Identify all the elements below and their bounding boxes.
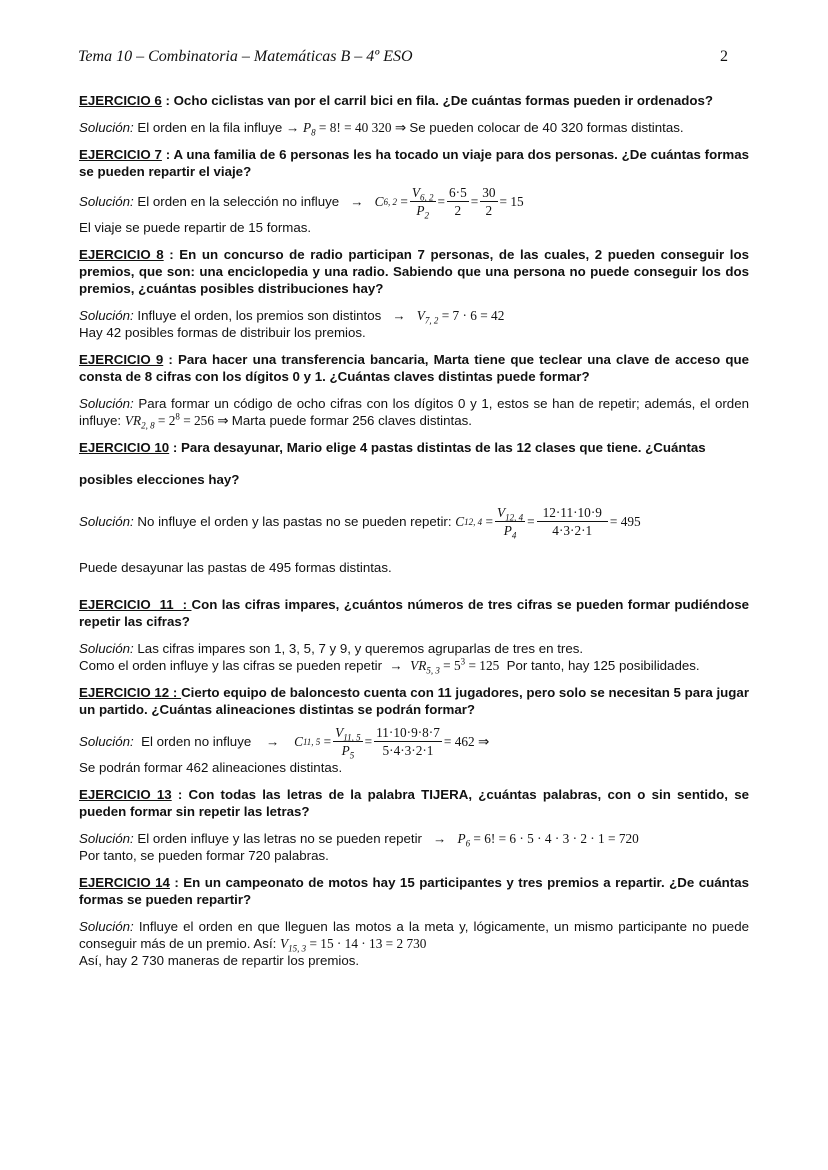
page-header [78, 48, 728, 70]
exercise-11-question: EJERCICIO 11 : Con las cifras impares, ¿cuántos números de tres cifras se pueden formar pudiéndose repetir las cifras? [79, 597, 749, 629]
exercise-10-question: EJERCICIO 10 : Para desayunar, Mario elige 4 pastas distintas de las 12 clases que tiene. ¿Cuántas [79, 440, 706, 455]
exercise-13-conclusion: Por tanto, se pueden formar 720 palabras. [79, 848, 329, 863]
exercise-6-question: EJERCICIO 6 : Ocho ciclistas van por el carril bici en fila. ¿De cuántas formas pueden ir ordenados? [79, 93, 714, 108]
exercise-9 [79, 351, 749, 429]
fraction: $\frac{12\cdot 11\cdot 10\cdot 9}{4\cdot 3\cdot 2\cdot 1}$ [537, 504, 608, 539]
exercise-14-solution: Solución: Influye el orden en que lleguen las motos a la meta y, lógicamente, un mismo participante no puede conseguir más de un premio. Así: $V_{15, 3} = 15 \cdot 14 \cdot 13 = 2$ 730 [79, 919, 749, 954]
exercise-7-conclusion: El viaje se puede repartir de 15 formas. [79, 220, 312, 235]
exercise-12-solution: Solución: El orden no influye → C 11, 5 = $\frac{V_{11, 5}}{P_5}$ = $\frac{11\cdot 10\cdot 9\cdot 8\cdot 7}{5\cdot 4\cdot 3\cdot 2\cdot 1}$ = 462 ⇒ [79, 725, 490, 761]
exercise-8-solution: Solución: Influye el orden, los premios son distintos → $V_{7, 2} = 7 \cdot 6 = 42$ [79, 308, 505, 326]
exercise-7 [79, 146, 749, 236]
fraction: $\frac{V_{11, 5}}{P_5}$ [335, 725, 361, 761]
exercise-9-question: EJERCICIO 9 : Para hacer una transferencia bancaria, Marta tiene que teclear una clave de acceso que consta de 8 cifras con los dígitos 0 y 1. ¿Cuántas claves distintas puede formar? [79, 352, 749, 384]
exercise-9-solution: Solución: Para formar un código de ocho cifras con los dígitos 0 y 1, estos se han de repetir; además, el orden influye: $VR_{2, 8} = 2^8 = 256$ ⇒ Marta puede formar 256 claves distintas. [79, 396, 749, 431]
fraction: $\frac{6\cdot 5}{2}$ [449, 185, 467, 218]
page-number: 2 [720, 48, 728, 65]
exercise-6 [79, 92, 749, 136]
fraction: $\frac{11\cdot 10\cdot 9\cdot 8\cdot 7}{5\cdot 4\cdot 3\cdot 2\cdot 1}$ [376, 725, 440, 758]
exercise-10-question-cont: posibles elecciones hay? [79, 472, 240, 487]
exercise-12-question: EJERCICIO 12 : Cierto equipo de baloncesto cuenta con 11 jugadores, pero solo se necesitan 5 para jugar un partido. ¿Cuántas alineaciones distintas se podrán formar? [79, 685, 749, 717]
header-title: Tema 10 – Combinatoria – Matemáticas B – 4º ESO [78, 48, 413, 65]
exercise-7-solution: Solución: El orden en la selección no influye → C 6, 2 = $\frac{V_{6, 2}}{P_2}$ = $\frac{6\cdot 5}{2}$ = $\frac{30}{2}$ = 15 [79, 185, 524, 221]
exercise-14-conclusion: Así, hay 2 730 maneras de repartir los premios. [79, 953, 360, 968]
fraction: $\frac{30}{2}$ [482, 185, 496, 218]
exercise-13 [79, 786, 749, 864]
exercise-8 [79, 246, 749, 341]
fraction: $\frac{V_{12, 4}}{P_4}$ [496, 505, 524, 541]
exercise-11-solution-2: Como el orden influye y las cifras se pueden repetir → $VR_{5, 3} = 5^3 = 125$ Por tanto, hay 125 posibilidades. [79, 656, 700, 676]
exercise-page [79, 92, 749, 979]
exercise-7-question: EJERCICIO 7 : A una familia de 6 personas les ha tocado un viaje para dos personas. ¿De cuántas formas se pueden repartir el viaje? [79, 147, 750, 179]
exercise-11 [79, 596, 749, 674]
exercise-12 [79, 684, 749, 776]
exercise-14-question: EJERCICIO 14 : En un campeonato de motos hay 15 participantes y tres premios a repartir. ¿De cuántas formas se pueden repartir? [79, 875, 749, 907]
exercise-11-solution: Solución: Las cifras impares son 1, 3, 5, 7 y 9, y queremos agruparlas de tres en tres. [79, 641, 584, 656]
exercise-8-conclusion: Hay 42 posibles formas de distribuir los premios. [79, 325, 366, 340]
exercise-13-solution: Solución: El orden influye y las letras no se pueden repetir → $P_6 = 6$! = 6 · 5 · 4 · 3 · 2 · 1 = 720 [79, 831, 639, 849]
exercise-10-solution: Solución: No influye el orden y las pastas no se pueden repetir: C 12, 4 = $\frac{V_{12, 4}}{P_4}$ = $\frac{12\cdot 11\cdot 10\cdot 9}{4\cdot 3\cdot 2\cdot 1}$ = 495 [79, 505, 641, 541]
exercise-10 [79, 439, 749, 576]
exercise-13-question: EJERCICIO 13 : Con todas las letras de la palabra TIJERA, ¿cuántas palabras, con o sin sentido, se pueden formar sin repetir las letras? [79, 787, 749, 819]
exercise-6-solution: Solución: El orden en la fila influye → $P_8 = 8$! = 40 320 ⇒ Se pueden colocar de 40 320 formas distintas. [79, 120, 684, 138]
exercise-8-question: EJERCICIO 8 : En un concurso de radio participan 7 personas, de las cuales, 2 pueden conseguir los premios, que son: una enciclopedia y una radio. Sabiendo que una persona no puede conseguir los dos premios, ¿cuántas posibles distribuciones hay? [79, 247, 749, 296]
fraction: $\frac{V_{6, 2}}{P_2}$ [411, 185, 434, 221]
exercise-14 [79, 874, 749, 969]
exercise-12-conclusion: Se podrán formar 462 alineaciones distintas. [79, 760, 343, 775]
exercise-10-conclusion: Puede desayunar las pastas de 495 formas distintas. [79, 560, 392, 575]
